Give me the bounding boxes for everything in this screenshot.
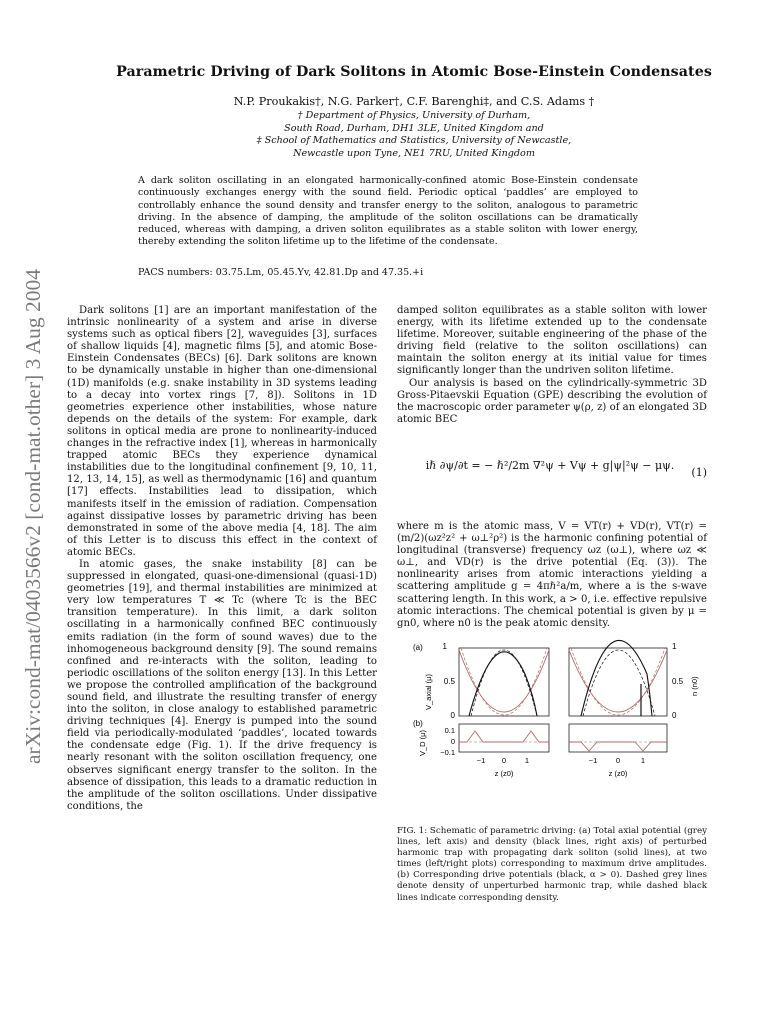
equation-1 xyxy=(397,459,707,491)
affiliation-line: ‡ School of Mathematics and Statistics, University of Newcastle, xyxy=(256,135,572,147)
left-column xyxy=(67,305,377,813)
y-right-tick: 0 xyxy=(672,711,677,720)
authors: N.P. Proukakis†, N.G. Parker†, C.F. Barenghi‡, and C.S. Adams † xyxy=(233,95,595,108)
body-paragraph: Our analysis is based on the cylindrically-symmetric 3D Gross-Pitaevskii Equation (GPE) describing the evolution of the macroscopic order parameter ψ(ρ, z) of an elongated 3D atomic BEC xyxy=(397,377,707,425)
plot-frame-b-right xyxy=(569,724,667,752)
panel-b-label: (b) xyxy=(413,719,423,728)
y-right-label: n (n0) xyxy=(690,676,699,696)
affiliation-line: Newcastle upon Tyne, NE1 7RU, United Kingdom xyxy=(293,147,535,159)
density-curve-dashed xyxy=(471,650,537,716)
plot-frame-b-left xyxy=(459,724,549,752)
right-column-top xyxy=(397,305,707,426)
density-curve-dashed xyxy=(583,650,655,716)
vd-tick: 0.1 xyxy=(444,726,455,735)
pacs-numbers: PACS numbers: 03.75.Lm, 05.45.Yv, 42.81.Dp and 47.35.+i xyxy=(138,267,424,278)
drive-potential xyxy=(459,731,549,742)
x-tick: 1 xyxy=(524,756,530,765)
arxiv-stamp xyxy=(12,164,48,764)
y-left-tick: 0.5 xyxy=(443,677,455,686)
arxiv-stamp-text: arXiv:cond-mat/0403566v2 [cond-mat.other] 3 Aug 2004 xyxy=(21,269,45,764)
y-left-label: V_axial (μ) xyxy=(424,674,433,710)
equation-number: (1) xyxy=(691,466,707,479)
x-tick: 1 xyxy=(640,756,646,765)
y-right-tick: 0.5 xyxy=(672,677,684,686)
drive-potential xyxy=(569,742,667,751)
density-curve xyxy=(469,652,537,716)
body-paragraph: In atomic gases, the snake instability [8] can be suppressed in elongated, quasi-one-dimensional (quasi-1D) geometries [19], and thermal instabilities are minimized at very low temperatures T ≪ Tc (where Tc is the BEC transition temperature). In this limit, a dark soliton oscillating in a harmonically confined BEC continuously emits radiation (in the form of sound waves) due to the inhomogeneous background density [9]. The sound remains confined and re-interacts with the soliton, leading to periodic oscillations of the soliton energy [13]. In this Letter we propose the controlled amplification of the background sound field, and illustrate the resulting transfer of energy into the soliton, in close analogy to established parametric driving techniques [4]. Energy is pumped into the sound field via periodically-modulated ‘paddles’, located towards the condensate edge (Fig. 1). If the drive frequency is nearly resonant with the soliton oscillation frequency, one observes significant energy transfer to the soliton. In the absence of dissipation, this leads to a dramatic reduction in the amplitude of the soliton oscillations. Under dissipative conditions, the xyxy=(67,558,377,812)
x-label: z (z0) xyxy=(494,769,514,778)
x-tick: −1 xyxy=(588,756,598,765)
equation-body: iℏ ∂ψ/∂t = − ℏ²/2m ∇²ψ + Vψ + g|ψ|²ψ − μψ. xyxy=(425,459,675,472)
vd-tick: 0 xyxy=(450,737,455,746)
intro-paragraph: Dark solitons [1] are an important manifestation of the intrinsic nonlinearity of a system and arise in diverse systems such as optical fibers [2], waveguides [3], surfaces of shallow liquids [4], magnetic films [5], and atomic Bose-Einstein Condensates (BECs) [6]. Dark solitons are known to be dynamically unstable in higher than one-dimensional (1D) manifolds (e.g. snake instability in 3D systems leading to a decay into vortex rings [7, 8]). Solitons in 1D geometries experience other instabilities, whose nature depends on the details of the system: For example, dark solitons in optical media are prone to nonlinearity-induced changes in the refractive index [1], whereas in harmonically trapped atomic BECs they experience dynamical instabilities due to the longitudinal confinement [9, 10, 11, 12, 13, 14, 15], as well as thermodynamic [16] and quantum [17] effects. Instabilities lead to dissipation, which manifests itself in the emission of radiation. Compensation against dissipative losses by parametric driving has been demonstrated in some of the above media [4, 18]. The aim of this Letter is to discuss this effect in the context of atomic BECs. xyxy=(67,305,377,558)
x-tick: 0 xyxy=(615,756,621,765)
affiliation-line: † Department of Physics, University of Durham, xyxy=(297,110,531,121)
paper-title: Parametric Driving of Dark Solitons in Atomic Bose-Einstein Condensates xyxy=(116,64,712,80)
figure-1 xyxy=(397,634,707,794)
x-tick: 0 xyxy=(501,756,507,765)
body-paragraph: where m is the atomic mass, V = VT(r) + VD(r), VT(r) = (m/2)(ωz²z² + ω⊥²ρ²) is the harmonic confining potential of longitudinal (transverse) frequency ωz (ω⊥), where ωz ≪ ω⊥, and VD(r) is the drive potential (Eq. (3)). The nonlinearity arises from atomic interactions yielding a scattering amplitude g = 4πℏ²a/m, where a is the s-wave scattering length. In this work, a > 0, i.e. effective repulsive atomic interactions. The chemical potential is given by μ = gn0, where n0 is the peak atomic density. xyxy=(397,521,707,629)
y-left-tick: 1 xyxy=(442,642,447,651)
potential-curve xyxy=(569,650,667,712)
panel-a-label: (a) xyxy=(413,643,423,652)
y-left-tick: 0 xyxy=(450,711,455,720)
figure-caption: FIG. 1: Schematic of parametric driving: (a) Total axial potential (grey lines, left axis) and density (black lines, right axis) of perturbed harmonic trap with propagating dark soliton (solid lines), at two times (left/right plots) corresponding to maximum drive amplitudes. (b) Corresponding drive potentials (black, α > 0). Dashed grey lines denote density of unperturbed harmonic trap, while dashed black lines indicate corresponding density. xyxy=(397,826,707,903)
abstract: A dark soliton oscillating in an elongated harmonically-confined atomic Bose-Einstein condensate continuously exchanges energy with the sound field. Periodic optical ‘paddles’ are employed to controllably enhance the sound density and transfer energy to the soliton, analogous to parametric driving. In the absence of damping, the amplitude of the soliton oscillations can be dramatically reduced, whereas with damping, a driven soliton equilibrates as a stable soliton with lower energy, thereby extending the soliton lifetime up to the lifetime of the condensate. xyxy=(138,175,638,248)
affiliations xyxy=(60,110,768,160)
x-label: z (z0) xyxy=(608,769,628,778)
y-right-tick: 1 xyxy=(672,642,677,651)
affiliation-line: South Road, Durham, DH1 3LE, United Kingdom and xyxy=(284,122,544,134)
right-column-bottom xyxy=(397,521,707,630)
body-paragraph: damped soliton equilibrates as a stable soliton with lower energy, with its lifetime extended up to the condensate lifetime. Moreover, suitable engineering of the phase of the driving field (relative to the soliton oscillations) can maintain the soliton energy at its initial value for times significantly longer than the undriven soliton lifetime. xyxy=(397,305,707,377)
vd-tick: −0.1 xyxy=(440,748,455,757)
vd-label: V_D (μ) xyxy=(418,730,427,756)
x-tick: −1 xyxy=(476,756,486,765)
